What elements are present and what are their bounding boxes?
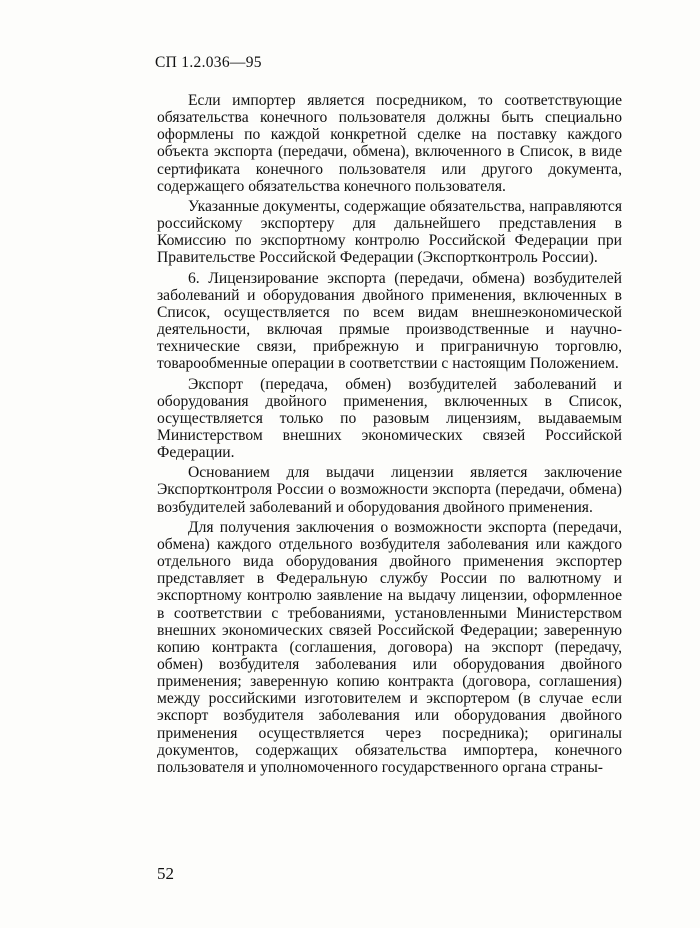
- paragraph-importer-intermediary: Если импортер является посредником, то соответствующие обязательства конечного пользователя должны быть специально оформлены по каждой конкретной сделке на поставку каждого объекта экспорта (передачи, обмена), включенного в Список, в виде сертификата конечного пользователя или другого документа, содержащего обязательства конечного пользователя.: [157, 92, 622, 195]
- page-number: 52: [157, 864, 174, 883]
- paragraph-conclusion-application: Для получения заключения о возможности экспорта (передачи, обмена) каждого отдельного возбудителя заболевания или каждого отдельного вида оборудования двойного применения экспортер представляет в Федеральную службу России по валютному и экспортному контролю заявление на выдачу лицензии, оформленное в соответствии с требованиями, установленными Министерством внешних экономических связей Российской Федерации; заверенную копию контракта (соглашения, договора) на экспорт (передачу, обмен) возбудителя заболевания или оборудования двойного применения; заверенную копию контракта (договора, соглашения) между российскими изготовителем и экспортером (в случае если экспорт возбудителя заболевания или оборудования двойного применения осуществляется через посредника); оригиналы документов, содержащих обязательства импортера, конечного пользователя и уполномоченного государственного органа страны-: [157, 518, 622, 776]
- body-text: [157, 92, 622, 779]
- paragraph-documents-forwarding: Указанные документы, содержащие обязательства, направляются российскому экспортеру для дальнейшего представления в Комиссию по экспортному контролю Российской Федерации при Правительстве Российской Федерации (Экспортконтроль России).: [157, 197, 622, 267]
- paragraph-license-basis: Основанием для выдачи лицензии является заключение Экспортконтроля России о возможности экспорта (передачи, обмена) возбудителей заболеваний и оборудования двойного применения.: [157, 464, 622, 516]
- paragraph-one-time-licenses: Экспорт (передача, обмен) возбудителей заболеваний и оборудования двойного применения, включенных в Список, осуществляется только по разовым лицензиям, выдаваемым Министерством внешних экономических связей Российской Федерации.: [157, 375, 622, 462]
- paragraph-licensing-section-6: 6. Лицензирование экспорта (передачи, обмена) возбудителей заболеваний и оборудования двойного применения, включенных в Список, осуществляется по всем видам внешнеэкономической деятельности, включая прямые производственные и научно-технические связи, прибрежную и приграничную торговлю, товарообменные операции в соответствии с настоящим Положением.: [157, 269, 622, 373]
- document-code-header: СП 1.2.036—95: [155, 54, 262, 71]
